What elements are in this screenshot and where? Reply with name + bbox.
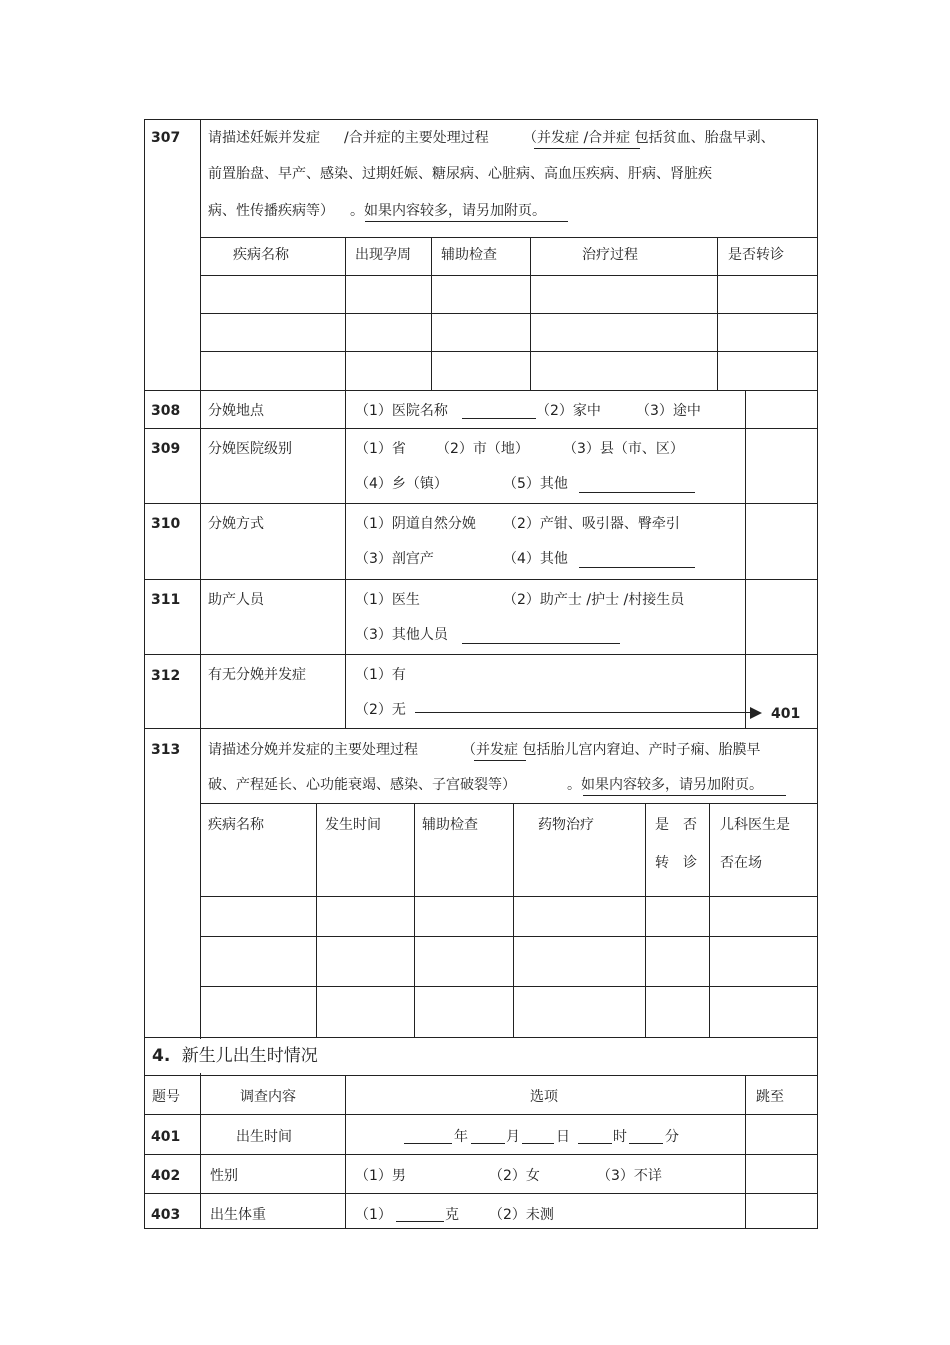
fill-blank[interactable] — [579, 567, 695, 568]
q308-option-3: （3）途中 — [636, 403, 701, 419]
section-4-text: 新生儿出生时情况 — [181, 1046, 318, 1066]
question-number-311: 311 — [151, 592, 181, 608]
q307-text-3a: 病、性传播疾病等） — [208, 203, 334, 219]
grid-line — [144, 390, 818, 391]
grid-line — [200, 275, 818, 276]
q307-text-3b: 。如果内容较多，请另加附页。 — [350, 203, 546, 219]
fill-blank-year[interactable] — [404, 1143, 452, 1144]
grid-line — [345, 237, 346, 390]
grid-line — [200, 803, 818, 804]
q307-header-treatment: 治疗过程 — [582, 247, 638, 263]
question-number-309: 309 — [151, 441, 181, 457]
q402-option-1: （1）男 — [355, 1168, 406, 1184]
grid-line — [745, 1075, 746, 1229]
question-number-310: 310 — [151, 516, 181, 532]
grid-line — [200, 237, 818, 238]
q313-header-time: 发生时间 — [325, 817, 381, 833]
q307-text-1c: （并发症 /合并症 包括贫血、胎盘早剥、 — [523, 130, 775, 146]
fill-blank-month[interactable] — [471, 1143, 505, 1144]
q313-header-referral-a: 是 否 — [655, 817, 697, 833]
grid-line — [144, 654, 818, 655]
header-num: 题号 — [152, 1089, 180, 1105]
q310-option-4: （4）其他 — [503, 551, 568, 567]
section-4-title — [152, 1047, 318, 1065]
q401-label: 出生时间 — [236, 1129, 292, 1145]
q307-header-referral: 是否转诊 — [728, 247, 784, 263]
q313-text-1a: 请描述分娩并发症的主要处理过程 — [208, 742, 418, 758]
q401-year: 年 — [454, 1129, 468, 1145]
grid-line — [144, 1154, 818, 1155]
grid-line — [709, 803, 710, 1037]
fill-blank-minute[interactable] — [629, 1143, 663, 1144]
q403-unit: 克 — [445, 1207, 459, 1223]
q310-option-3: （3）剖宫产 — [355, 551, 434, 567]
q311-option-3: （3）其他人员 — [355, 627, 448, 643]
underline — [583, 795, 786, 796]
q311-label: 助产人员 — [208, 592, 264, 608]
grid-line — [414, 803, 415, 1037]
grid-line — [144, 1075, 818, 1076]
grid-line — [200, 351, 818, 352]
q312-option-1: （1）有 — [355, 667, 406, 683]
question-number-307: 307 — [151, 130, 181, 146]
q402-option-3: （3）不详 — [597, 1168, 662, 1184]
q401-minute: 分 — [665, 1129, 679, 1145]
q308-option-1: （1）医院名称 — [355, 403, 448, 419]
grid-line — [144, 1037, 818, 1038]
q313-header-disease: 疾病名称 — [208, 817, 264, 833]
q307-header-exam: 辅助检查 — [441, 247, 497, 263]
grid-line — [144, 579, 818, 580]
fill-blank[interactable] — [462, 418, 536, 419]
q310-option-1: （1）阴道自然分娩 — [355, 516, 476, 532]
header-skip: 跳至 — [756, 1089, 784, 1105]
q312-option-2: （2）无 — [355, 702, 406, 718]
q403-option-1: （1） — [355, 1207, 392, 1223]
q401-day: 日 — [556, 1129, 570, 1145]
q307-header-disease: 疾病名称 — [233, 247, 289, 263]
grid-line — [431, 237, 432, 390]
grid-line — [717, 237, 718, 390]
q401-hour: 时 — [613, 1129, 627, 1145]
grid-line — [144, 503, 818, 504]
grid-line — [200, 986, 818, 987]
grid-line — [144, 428, 818, 429]
grid-line — [345, 390, 346, 728]
fill-blank-day[interactable] — [522, 1143, 554, 1144]
question-number-403: 403 — [151, 1207, 181, 1223]
fill-blank-hour[interactable] — [578, 1143, 612, 1144]
grid-line — [513, 803, 514, 1037]
q313-header-pediatric-a: 儿科医生是 — [720, 817, 790, 833]
q307-text-1b: /合并症的主要处理过程 — [344, 130, 489, 146]
question-number-313: 313 — [151, 742, 181, 758]
q313-text-1b: （并发症 包括胎儿宫内窘迫、产时子痫、胎膜早 — [462, 742, 761, 758]
fill-blank-weight[interactable] — [396, 1221, 444, 1222]
q402-label: 性别 — [210, 1168, 238, 1184]
question-number-308: 308 — [151, 403, 181, 419]
question-number-401: 401 — [151, 1129, 181, 1145]
q311-option-2: （2）助产士 /护士 /村接生员 — [503, 592, 685, 608]
q313-header-referral-b: 转 诊 — [655, 855, 697, 871]
grid-line — [200, 936, 818, 937]
q310-option-2: （2）产钳、吸引器、臀牵引 — [503, 516, 680, 532]
q309-option-5: （5）其他 — [503, 476, 568, 492]
q313-text-2b: 。如果内容较多，请另加附页。 — [567, 777, 763, 793]
grid-line — [200, 313, 818, 314]
underline — [474, 760, 526, 761]
q403-option-2: （2）未测 — [489, 1207, 554, 1223]
q307-text-1a: 请描述妊娠并发症 — [208, 130, 320, 146]
q309-option-3: （3）县（市、区） — [563, 441, 684, 457]
question-number-312: 312 — [151, 668, 181, 684]
header-options: 选项 — [530, 1089, 558, 1105]
fill-blank[interactable] — [579, 492, 695, 493]
q313-header-pediatric-b: 否在场 — [720, 855, 762, 871]
underline — [534, 148, 640, 149]
skip-target: 401 — [771, 706, 801, 722]
q310-label: 分娩方式 — [208, 516, 264, 532]
q313-text-2a: 破、产程延长、心功能衰竭、感染、子宫破裂等） — [208, 777, 516, 793]
grid-line — [316, 803, 317, 1037]
grid-line — [200, 896, 818, 897]
header-content: 调查内容 — [240, 1089, 296, 1105]
q401-month: 月 — [506, 1129, 520, 1145]
q311-option-1: （1）医生 — [355, 592, 420, 608]
grid-line — [745, 390, 746, 728]
q309-option-1: （1）省 — [355, 441, 406, 457]
section-4-number: 4. — [152, 1046, 171, 1066]
q313-header-exam: 辅助检查 — [422, 817, 478, 833]
q307-text-2: 前置胎盘、早产、感染、过期妊娠、糖尿病、心脏病、高血压疾病、肝病、肾脏疾 — [208, 166, 712, 182]
grid-line — [144, 728, 818, 729]
q308-label: 分娩地点 — [208, 403, 264, 419]
grid-line — [645, 803, 646, 1037]
q307-header-week: 出现孕周 — [355, 247, 411, 263]
skip-arrow-head — [750, 707, 762, 719]
q313-header-drug: 药物治疗 — [538, 817, 594, 833]
skip-arrow — [415, 712, 753, 713]
grid-line — [345, 1075, 346, 1229]
q402-option-2: （2）女 — [489, 1168, 540, 1184]
q309-label: 分娩医院级别 — [208, 441, 292, 457]
grid-line — [144, 1114, 818, 1115]
underline — [365, 221, 568, 222]
fill-blank[interactable] — [462, 643, 620, 644]
q403-label: 出生体重 — [210, 1207, 266, 1223]
q309-option-2: （2）市（地） — [436, 441, 529, 457]
grid-line — [144, 1193, 818, 1194]
question-number-402: 402 — [151, 1168, 181, 1184]
q312-label: 有无分娩并发症 — [208, 667, 306, 683]
q309-option-4: （4）乡（镇） — [355, 476, 448, 492]
q308-option-2: （2）家中 — [536, 403, 601, 419]
grid-line — [530, 237, 531, 390]
